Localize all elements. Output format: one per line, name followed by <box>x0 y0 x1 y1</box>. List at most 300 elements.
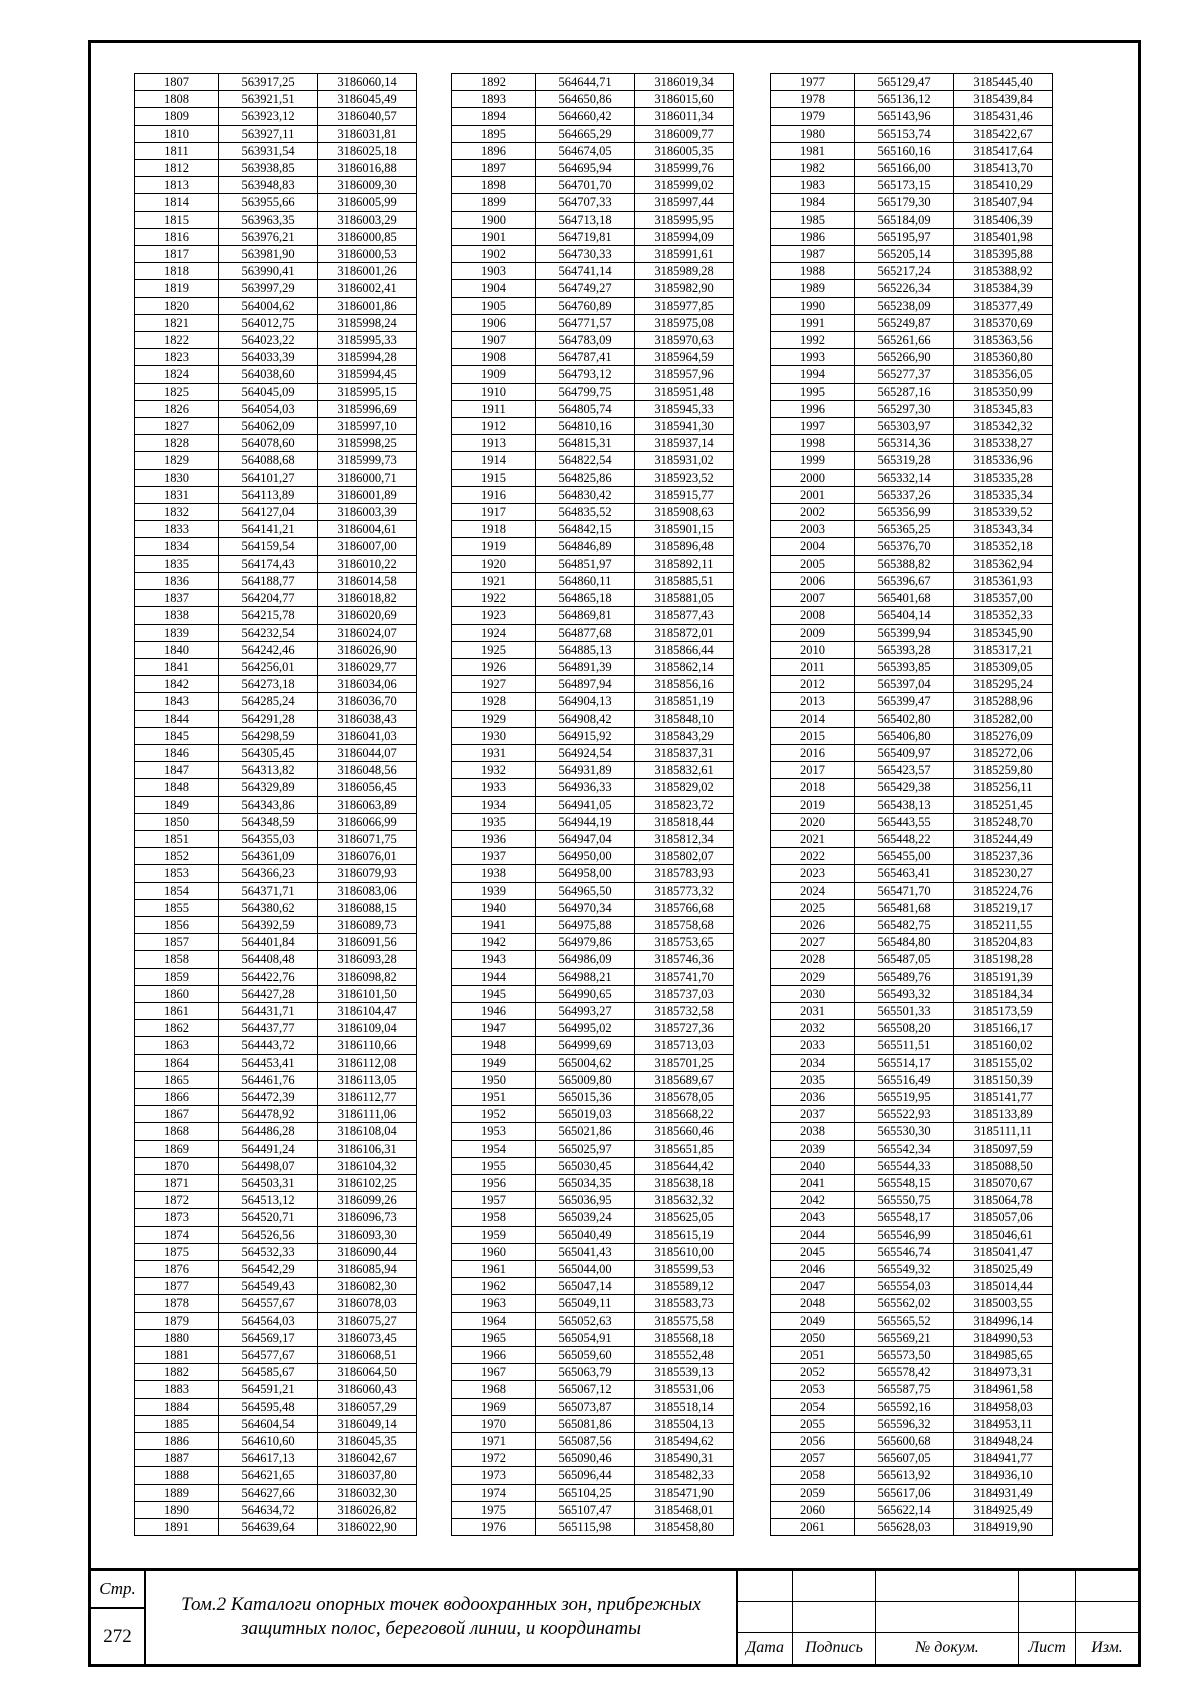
x-coordinate: 565596,32 <box>855 1415 954 1432</box>
y-coordinate: 3186106,31 <box>318 1140 417 1157</box>
x-coordinate: 564908,42 <box>536 710 635 727</box>
y-coordinate: 3185625,05 <box>635 1209 734 1226</box>
table-row <box>452 194 734 211</box>
table-row <box>771 74 1053 91</box>
x-coordinate: 565044,00 <box>536 1261 635 1278</box>
y-coordinate: 3185615,19 <box>635 1226 734 1243</box>
table-row <box>135 727 417 744</box>
y-coordinate: 3186078,03 <box>318 1295 417 1312</box>
point-number: 2043 <box>771 1209 855 1226</box>
point-number: 1962 <box>452 1278 536 1295</box>
y-coordinate: 3185997,44 <box>635 194 734 211</box>
x-coordinate: 564730,33 <box>536 246 635 263</box>
y-coordinate: 3184948,24 <box>954 1433 1053 1450</box>
table-row <box>135 1106 417 1123</box>
point-number: 1912 <box>452 418 536 435</box>
y-coordinate: 3185964,59 <box>635 349 734 366</box>
y-coordinate: 3185406,39 <box>954 211 1053 228</box>
title-block <box>91 1568 1138 1664</box>
table-row <box>771 1433 1053 1450</box>
point-number: 1930 <box>452 727 536 744</box>
x-coordinate: 563990,41 <box>219 263 318 280</box>
table-row <box>771 1347 1053 1364</box>
table-row <box>452 1020 734 1037</box>
point-number: 1974 <box>452 1484 536 1501</box>
x-coordinate: 565607,05 <box>855 1450 954 1467</box>
x-coordinate: 565578,42 <box>855 1364 954 1381</box>
x-coordinate: 563923,12 <box>219 108 318 125</box>
y-coordinate: 3186111,06 <box>318 1106 417 1123</box>
table-row <box>135 246 417 263</box>
table-row <box>135 710 417 727</box>
y-coordinate: 3185413,70 <box>954 160 1053 177</box>
table-row <box>452 590 734 607</box>
y-coordinate: 3185689,67 <box>635 1071 734 1088</box>
x-coordinate: 565143,96 <box>855 108 954 125</box>
table-row <box>452 332 734 349</box>
table-row <box>135 1484 417 1501</box>
y-coordinate: 3185957,96 <box>635 366 734 383</box>
table-row <box>452 1347 734 1364</box>
x-coordinate: 564650,86 <box>536 91 635 108</box>
x-coordinate: 564665,29 <box>536 125 635 142</box>
table-row <box>771 228 1053 245</box>
y-coordinate: 3185989,28 <box>635 263 734 280</box>
table-row <box>452 418 734 435</box>
table-row <box>452 865 734 882</box>
y-coordinate: 3184973,31 <box>954 1364 1053 1381</box>
x-coordinate: 564771,57 <box>536 314 635 331</box>
x-coordinate: 565429,38 <box>855 779 954 796</box>
table-row <box>771 658 1053 675</box>
x-coordinate: 564054,03 <box>219 400 318 417</box>
y-coordinate: 3185336,96 <box>954 452 1053 469</box>
y-coordinate: 3185191,39 <box>954 968 1053 985</box>
point-number: 1953 <box>452 1123 536 1140</box>
point-number: 1875 <box>135 1243 219 1260</box>
point-number: 1965 <box>452 1329 536 1346</box>
table-row <box>771 452 1053 469</box>
table-row <box>452 555 734 572</box>
y-coordinate: 3185458,80 <box>635 1519 734 1536</box>
x-coordinate: 565628,03 <box>855 1519 954 1536</box>
x-coordinate: 564291,28 <box>219 710 318 727</box>
point-number: 1817 <box>135 246 219 263</box>
table-row <box>771 1157 1053 1174</box>
y-coordinate: 3186044,07 <box>318 744 417 761</box>
table-row <box>135 899 417 916</box>
point-number: 1880 <box>135 1329 219 1346</box>
x-coordinate: 565249,87 <box>855 314 954 331</box>
y-coordinate: 3186040,57 <box>318 108 417 125</box>
x-coordinate: 564885,13 <box>536 641 635 658</box>
x-coordinate: 565166,00 <box>855 160 954 177</box>
y-coordinate: 3185088,50 <box>954 1157 1053 1174</box>
document-title-line-1: Том.2 Каталоги опорных точек водоохранных зон, прибрежных <box>181 1594 701 1615</box>
point-number: 1928 <box>452 693 536 710</box>
point-number: 2027 <box>771 934 855 951</box>
point-number: 2039 <box>771 1140 855 1157</box>
point-number: 1909 <box>452 366 536 383</box>
y-coordinate: 3186007,00 <box>318 538 417 555</box>
table-row <box>135 1467 417 1484</box>
x-coordinate: 564329,89 <box>219 779 318 796</box>
y-coordinate: 3185638,18 <box>635 1175 734 1192</box>
x-coordinate: 564591,21 <box>219 1381 318 1398</box>
point-number: 1913 <box>452 435 536 452</box>
x-coordinate: 565388,82 <box>855 555 954 572</box>
y-coordinate: 3185471,90 <box>635 1484 734 1501</box>
table-row <box>771 194 1053 211</box>
grid-cell <box>1076 1602 1138 1633</box>
x-coordinate: 565025,97 <box>536 1140 635 1157</box>
x-coordinate: 564988,21 <box>536 968 635 985</box>
x-coordinate: 565015,36 <box>536 1088 635 1105</box>
table-row <box>771 125 1053 142</box>
y-coordinate: 3186003,29 <box>318 211 417 228</box>
x-coordinate: 564958,00 <box>536 865 635 882</box>
table-row <box>135 572 417 589</box>
y-coordinate: 3185998,24 <box>318 314 417 331</box>
point-number: 1893 <box>452 91 536 108</box>
y-coordinate: 3185518,14 <box>635 1398 734 1415</box>
point-number: 1859 <box>135 968 219 985</box>
y-coordinate: 3185783,93 <box>635 865 734 882</box>
y-coordinate: 3186085,94 <box>318 1261 417 1278</box>
x-coordinate: 565090,46 <box>536 1450 635 1467</box>
table-row <box>452 1123 734 1140</box>
point-number: 2040 <box>771 1157 855 1174</box>
y-coordinate: 3185753,65 <box>635 934 734 951</box>
table-row <box>771 1226 1053 1243</box>
table-row <box>135 538 417 555</box>
point-number: 1993 <box>771 349 855 366</box>
y-coordinate: 3185872,01 <box>635 624 734 641</box>
x-coordinate: 565396,67 <box>855 572 954 589</box>
table-row <box>771 1037 1053 1054</box>
x-coordinate: 564634,72 <box>219 1501 318 1518</box>
x-coordinate: 563931,54 <box>219 142 318 159</box>
x-coordinate: 564101,27 <box>219 469 318 486</box>
x-coordinate: 564348,59 <box>219 813 318 830</box>
x-coordinate: 564993,27 <box>536 1002 635 1019</box>
y-coordinate: 3185999,73 <box>318 452 417 469</box>
table-row <box>452 125 734 142</box>
table-row <box>771 572 1053 589</box>
table-row <box>771 1450 1053 1467</box>
y-coordinate: 3185970,63 <box>635 332 734 349</box>
y-coordinate: 3185701,25 <box>635 1054 734 1071</box>
table-row <box>452 1415 734 1432</box>
y-coordinate: 3185150,39 <box>954 1071 1053 1088</box>
table-row <box>452 624 734 641</box>
x-coordinate: 565550,75 <box>855 1192 954 1209</box>
y-coordinate: 3185951,48 <box>635 383 734 400</box>
point-number: 1840 <box>135 641 219 658</box>
y-coordinate: 3185610,00 <box>635 1243 734 1260</box>
grid-cell <box>1019 1602 1076 1633</box>
point-number: 2002 <box>771 504 855 521</box>
point-number: 1906 <box>452 314 536 331</box>
point-number: 1833 <box>135 521 219 538</box>
y-coordinate: 3185651,85 <box>635 1140 734 1157</box>
x-coordinate: 565548,17 <box>855 1209 954 1226</box>
y-coordinate: 3185848,10 <box>635 710 734 727</box>
table-row <box>771 1501 1053 1518</box>
point-number: 2020 <box>771 813 855 830</box>
y-coordinate: 3185856,16 <box>635 676 734 693</box>
table-row <box>452 280 734 297</box>
y-coordinate: 3185259,80 <box>954 762 1053 779</box>
table-row <box>771 813 1053 830</box>
point-number: 2009 <box>771 624 855 641</box>
x-coordinate: 564526,56 <box>219 1226 318 1243</box>
x-coordinate: 564443,72 <box>219 1037 318 1054</box>
x-coordinate: 565019,03 <box>536 1106 635 1123</box>
y-coordinate: 3185198,28 <box>954 951 1053 968</box>
table-row <box>771 693 1053 710</box>
y-coordinate: 3185896,48 <box>635 538 734 555</box>
x-coordinate: 565399,47 <box>855 693 954 710</box>
table-row <box>135 1140 417 1157</box>
y-coordinate: 3185339,52 <box>954 504 1053 521</box>
table-row <box>771 624 1053 641</box>
x-coordinate: 565104,25 <box>536 1484 635 1501</box>
point-number: 1935 <box>452 813 536 830</box>
point-number: 1888 <box>135 1467 219 1484</box>
x-coordinate: 565004,62 <box>536 1054 635 1071</box>
point-number: 1868 <box>135 1123 219 1140</box>
x-coordinate: 564846,89 <box>536 538 635 555</box>
y-coordinate: 3185482,33 <box>635 1467 734 1484</box>
point-number: 1949 <box>452 1054 536 1071</box>
point-number: 1934 <box>452 796 536 813</box>
table-row <box>135 1209 417 1226</box>
y-coordinate: 3186018,82 <box>318 590 417 607</box>
y-coordinate: 3186031,81 <box>318 125 417 142</box>
y-coordinate: 3185773,32 <box>635 882 734 899</box>
y-coordinate: 3185746,36 <box>635 951 734 968</box>
y-coordinate: 3185335,34 <box>954 486 1053 503</box>
x-coordinate: 563976,21 <box>219 228 318 245</box>
y-coordinate: 3185866,44 <box>635 641 734 658</box>
table-row <box>771 177 1053 194</box>
y-coordinate: 3185490,31 <box>635 1450 734 1467</box>
x-coordinate: 565443,55 <box>855 813 954 830</box>
y-coordinate: 3184953,11 <box>954 1415 1053 1432</box>
y-coordinate: 3185335,28 <box>954 469 1053 486</box>
table-row <box>771 934 1053 951</box>
x-coordinate: 565217,24 <box>855 263 954 280</box>
y-coordinate: 3185288,96 <box>954 693 1053 710</box>
table-row <box>135 1261 417 1278</box>
y-coordinate: 3186001,89 <box>318 486 417 503</box>
y-coordinate: 3185941,30 <box>635 418 734 435</box>
x-coordinate: 565481,68 <box>855 899 954 916</box>
x-coordinate: 565438,13 <box>855 796 954 813</box>
x-coordinate: 564639,64 <box>219 1519 318 1536</box>
point-number: 1871 <box>135 1175 219 1192</box>
point-number: 1851 <box>135 830 219 847</box>
table-row <box>452 1433 734 1450</box>
y-coordinate: 3185741,70 <box>635 968 734 985</box>
signature-label: Подпись <box>793 1633 876 1664</box>
y-coordinate: 3185345,90 <box>954 624 1053 641</box>
point-number: 1829 <box>135 452 219 469</box>
x-coordinate: 564532,33 <box>219 1243 318 1260</box>
y-coordinate: 3186056,45 <box>318 779 417 796</box>
point-number: 1992 <box>771 332 855 349</box>
y-coordinate: 3186036,70 <box>318 693 417 710</box>
x-coordinate: 565455,00 <box>855 848 954 865</box>
x-coordinate: 565160,16 <box>855 142 954 159</box>
table-row <box>135 1020 417 1037</box>
point-number: 2025 <box>771 899 855 916</box>
y-coordinate: 3186037,80 <box>318 1467 417 1484</box>
table-row <box>452 1192 734 1209</box>
point-number: 1926 <box>452 658 536 675</box>
point-number: 1976 <box>452 1519 536 1536</box>
x-coordinate: 564842,15 <box>536 521 635 538</box>
point-number: 1885 <box>135 1415 219 1432</box>
table-row <box>452 1037 734 1054</box>
point-number: 2033 <box>771 1037 855 1054</box>
point-number: 1948 <box>452 1037 536 1054</box>
x-coordinate: 564371,71 <box>219 882 318 899</box>
point-number: 1816 <box>135 228 219 245</box>
point-number: 1944 <box>452 968 536 985</box>
y-coordinate: 3186000,85 <box>318 228 417 245</box>
table-row <box>452 1209 734 1226</box>
y-coordinate: 3185832,61 <box>635 762 734 779</box>
x-coordinate: 564361,09 <box>219 848 318 865</box>
table-row <box>452 607 734 624</box>
point-number: 1959 <box>452 1226 536 1243</box>
x-coordinate: 565129,47 <box>855 74 954 91</box>
x-coordinate: 565393,28 <box>855 641 954 658</box>
table-row <box>452 142 734 159</box>
x-coordinate: 564986,09 <box>536 951 635 968</box>
y-coordinate: 3185377,49 <box>954 297 1053 314</box>
table-row <box>452 383 734 400</box>
y-coordinate: 3186066,99 <box>318 813 417 830</box>
point-number: 1861 <box>135 1002 219 1019</box>
y-coordinate: 3184936,10 <box>954 1467 1053 1484</box>
table-row <box>135 968 417 985</box>
table-row <box>452 1226 734 1243</box>
point-number: 1848 <box>135 779 219 796</box>
point-number: 2004 <box>771 538 855 555</box>
x-coordinate: 564707,33 <box>536 194 635 211</box>
x-coordinate: 565530,30 <box>855 1123 954 1140</box>
x-coordinate: 564793,12 <box>536 366 635 383</box>
table-row <box>771 1020 1053 1037</box>
table-row <box>135 882 417 899</box>
table-row <box>135 1501 417 1518</box>
table-row <box>135 762 417 779</box>
point-number: 1945 <box>452 985 536 1002</box>
x-coordinate: 564557,67 <box>219 1295 318 1312</box>
table-row <box>452 1261 734 1278</box>
x-coordinate: 564585,67 <box>219 1364 318 1381</box>
y-coordinate: 3185352,18 <box>954 538 1053 555</box>
x-coordinate: 564995,02 <box>536 1020 635 1037</box>
table-row <box>135 160 417 177</box>
point-number: 1835 <box>135 555 219 572</box>
point-number: 2054 <box>771 1398 855 1415</box>
point-number: 1874 <box>135 1226 219 1243</box>
table-row <box>452 263 734 280</box>
point-number: 1917 <box>452 504 536 521</box>
table-row <box>135 1519 417 1536</box>
x-coordinate: 564491,24 <box>219 1140 318 1157</box>
point-number: 1988 <box>771 263 855 280</box>
point-number: 1812 <box>135 160 219 177</box>
y-coordinate: 3185155,02 <box>954 1054 1053 1071</box>
table-row <box>452 1364 734 1381</box>
table-row <box>452 1002 734 1019</box>
y-coordinate: 3185388,92 <box>954 263 1053 280</box>
y-coordinate: 3185204,83 <box>954 934 1053 951</box>
table-row <box>452 504 734 521</box>
point-number: 1895 <box>452 125 536 142</box>
table-row <box>452 676 734 693</box>
x-coordinate: 564660,42 <box>536 108 635 125</box>
table-row <box>771 1192 1053 1209</box>
x-coordinate: 565511,51 <box>855 1037 954 1054</box>
x-coordinate: 564004,62 <box>219 297 318 314</box>
point-number: 1860 <box>135 985 219 1002</box>
point-number: 2035 <box>771 1071 855 1088</box>
x-coordinate: 565613,92 <box>855 1467 954 1484</box>
table-row <box>771 676 1053 693</box>
x-coordinate: 565522,93 <box>855 1106 954 1123</box>
point-number: 1985 <box>771 211 855 228</box>
x-coordinate: 563927,11 <box>219 125 318 142</box>
x-coordinate: 564865,18 <box>536 590 635 607</box>
point-number: 1915 <box>452 469 536 486</box>
y-coordinate: 3185995,33 <box>318 332 417 349</box>
y-coordinate: 3185407,94 <box>954 194 1053 211</box>
x-coordinate: 564851,97 <box>536 555 635 572</box>
y-coordinate: 3185295,24 <box>954 676 1053 693</box>
point-number: 2053 <box>771 1381 855 1398</box>
table-row <box>135 1192 417 1209</box>
x-coordinate: 564569,17 <box>219 1329 318 1346</box>
y-coordinate: 3185184,34 <box>954 985 1053 1002</box>
point-number: 1954 <box>452 1140 536 1157</box>
table-row <box>452 762 734 779</box>
table-row <box>135 830 417 847</box>
y-coordinate: 3186096,73 <box>318 1209 417 1226</box>
table-row <box>771 727 1053 744</box>
point-number: 2048 <box>771 1295 855 1312</box>
table-row <box>135 125 417 142</box>
y-coordinate: 3186110,66 <box>318 1037 417 1054</box>
point-number: 2001 <box>771 486 855 503</box>
point-number: 2045 <box>771 1243 855 1260</box>
x-coordinate: 565226,34 <box>855 280 954 297</box>
point-number: 1855 <box>135 899 219 916</box>
table-row <box>771 418 1053 435</box>
point-number: 1831 <box>135 486 219 503</box>
page-label: Стр. <box>91 1571 146 1609</box>
y-coordinate: 3185282,00 <box>954 710 1053 727</box>
x-coordinate: 564503,31 <box>219 1175 318 1192</box>
x-coordinate: 565516,49 <box>855 1071 954 1088</box>
x-coordinate: 565063,79 <box>536 1364 635 1381</box>
table-row <box>771 899 1053 916</box>
